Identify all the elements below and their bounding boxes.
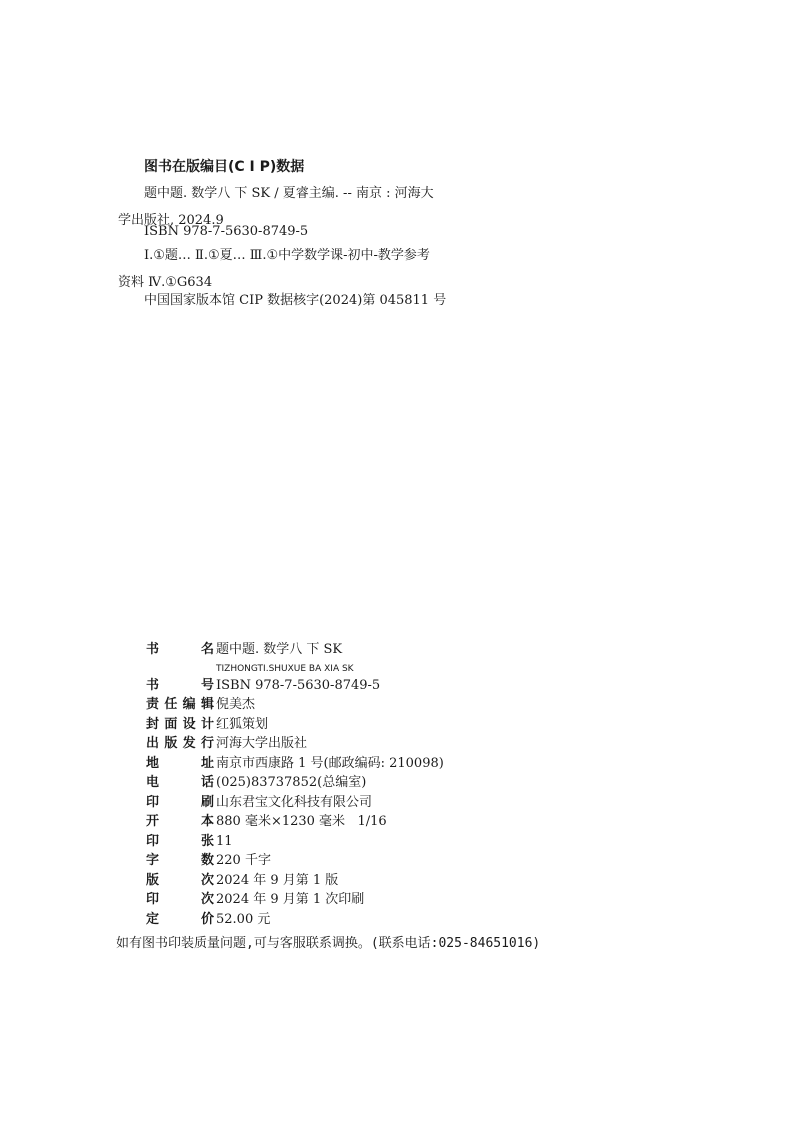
colophon-row-editor (146, 695, 444, 715)
colophon-label: 封面设计 (146, 716, 214, 732)
colophon-row-book-number (146, 676, 444, 696)
cip-isbn: ISBN 978-7-5630-8749-5 (144, 224, 309, 239)
colophon-value: 220 千字 (216, 853, 271, 868)
colophon-value: 河海大学出版社 (216, 736, 308, 751)
colophon-label: 字数 (146, 853, 214, 868)
colophon-row-cover-design (146, 715, 444, 735)
colophon-row-book-title (146, 640, 444, 676)
colophon-label: 印次 (146, 892, 214, 907)
colophon-value: 11 (216, 833, 233, 849)
colophon-value (216, 640, 354, 676)
colophon-value: 山东君宝文化科技有限公司 (216, 794, 373, 810)
colophon-value: 2024 年 9 月第 1 版 (216, 872, 339, 888)
colophon-list (146, 640, 444, 929)
colophon-row-publisher (146, 734, 444, 754)
colophon-value: (025)83737852(总编室) (216, 775, 367, 790)
cip-entry: 题中题. 数学八 下 SK / 夏睿主编. -- 南京 : 河海大学出版社, 2024.9 (118, 186, 434, 228)
colophon-label: 版次 (146, 872, 214, 888)
colophon-row-edition (146, 871, 444, 891)
colophon-value: 52.00 元 (216, 911, 271, 927)
colophon-row-printing (146, 890, 444, 910)
colophon-value: 2024 年 9 月第 1 次印刷 (216, 892, 365, 907)
cip-subjects: Ⅰ.①题… Ⅱ.①夏… Ⅲ.①中学数学课-初中-教学参考资料 Ⅳ.①G634 (118, 248, 430, 290)
colophon-label: 印刷 (146, 794, 214, 810)
colophon-row-format (146, 812, 444, 832)
colophon-row-word-count (146, 851, 444, 871)
colophon-label: 定价 (146, 911, 214, 927)
book-title-pinyin: TIZHONGTI.SHUXUE BA XIA SK (216, 663, 354, 674)
colophon-label: 地址 (146, 755, 214, 771)
colophon-value: 倪美杰 (216, 697, 256, 712)
colophon-value: 红狐策划 (216, 716, 269, 732)
colophon-label: 书号 (146, 677, 214, 693)
colophon-row-printer (146, 793, 444, 813)
colophon-value: 南京市西康路 1 号(邮政编码: 210098) (216, 755, 444, 771)
colophon-value: 880 毫米×1230 毫米 1/16 (216, 814, 387, 829)
colophon-value: ISBN 978-7-5630-8749-5 (216, 677, 381, 693)
colophon-label: 开本 (146, 814, 214, 829)
colophon-row-address (146, 754, 444, 774)
colophon-row-sheets (146, 832, 444, 852)
colophon-label: 责任编辑 (146, 697, 214, 712)
colophon-label: 书名 (146, 642, 214, 657)
colophon-label: 出版发行 (146, 736, 214, 751)
colophon-label: 电话 (146, 775, 214, 790)
colophon-row-phone (146, 773, 444, 793)
quality-notice: 如有图书印装质量问题,可与客服联系调换。(联系电话:025-84651016) (116, 936, 541, 951)
colophon-label: 印张 (146, 833, 214, 849)
cip-verification: 中国国家版本馆 CIP 数据核字(2024)第 045811 号 (144, 293, 447, 308)
colophon-row-price (146, 910, 444, 930)
cip-heading: 图书在版编目(C I P)数据 (144, 159, 305, 175)
book-title: 题中题. 数学八 下 SK (216, 642, 343, 657)
